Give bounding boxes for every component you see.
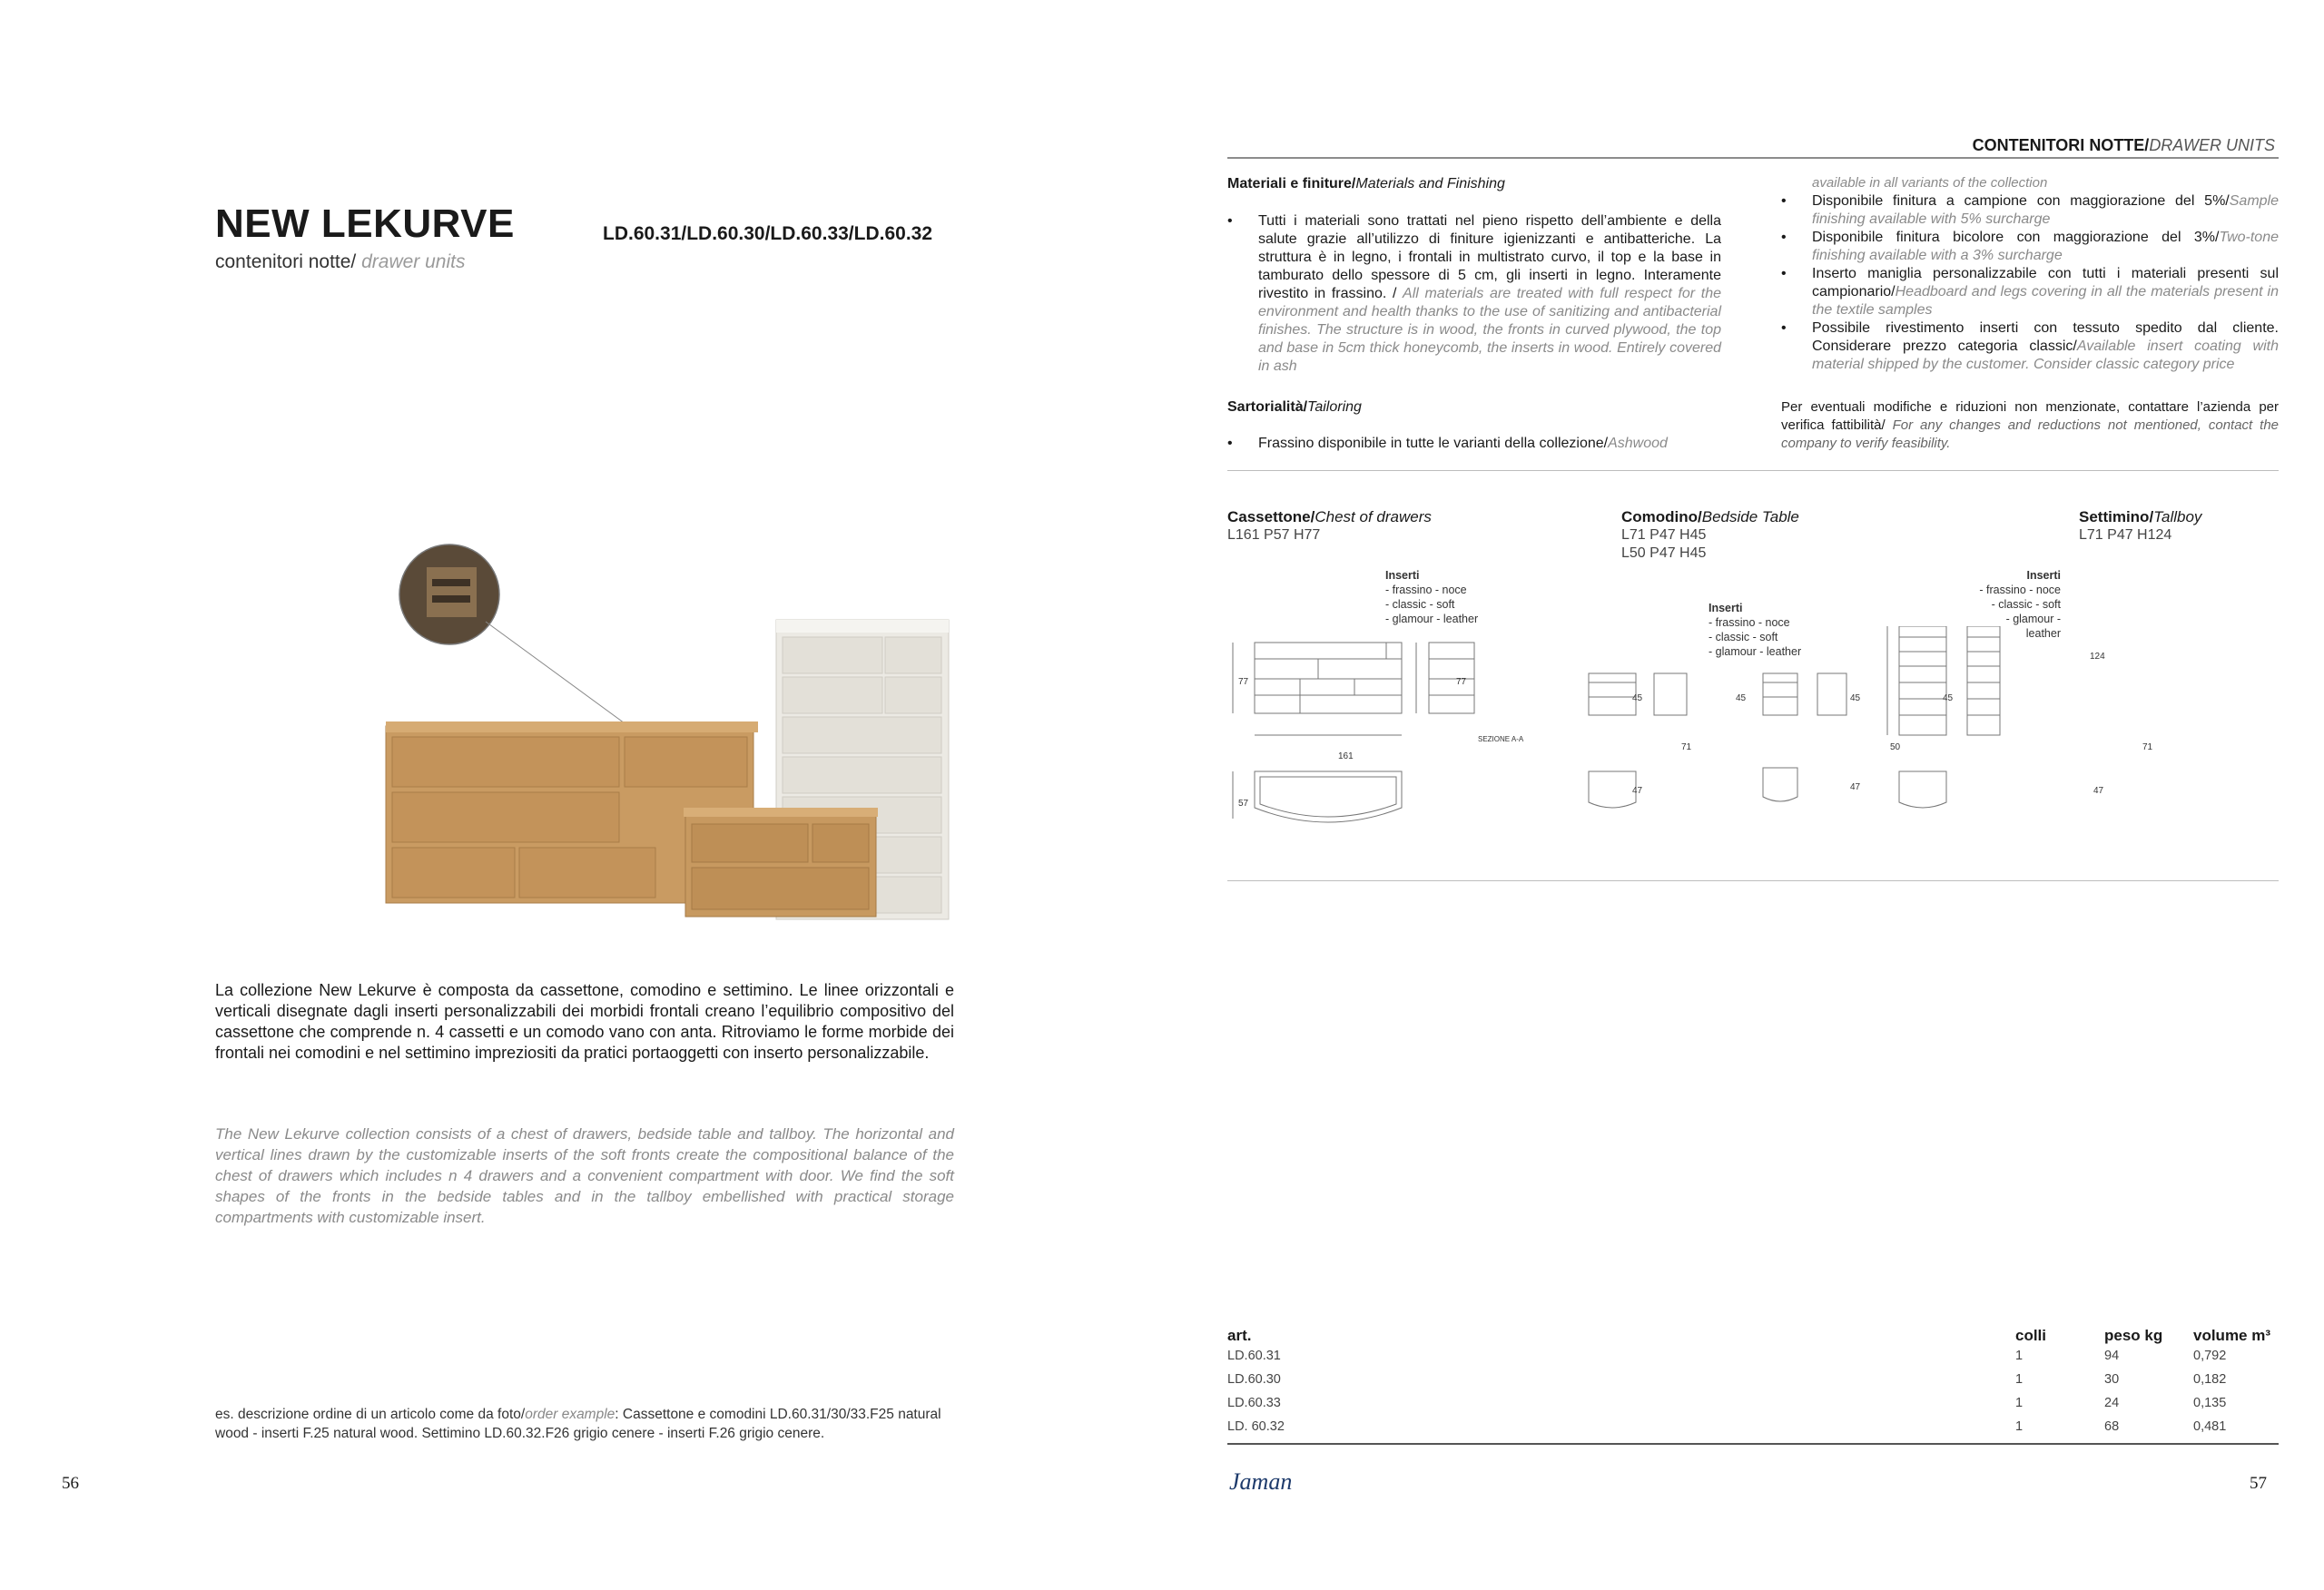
cell-art: LD.60.31	[1227, 1349, 1281, 1363]
inserts-head: Inserti	[1385, 569, 1420, 582]
insert-option: - frassino - noce	[1385, 584, 1467, 596]
th-art: art.	[1227, 1327, 1252, 1344]
product-chest	[1227, 508, 1432, 545]
dim-bed-w2: 50	[1890, 742, 1901, 752]
cell-peso: 24	[2104, 1396, 2120, 1410]
chest-dims: L161 P57 H77	[1227, 527, 1321, 543]
cell-volume: 0,481	[2193, 1419, 2227, 1434]
specs-table	[1227, 1327, 2279, 1443]
cell-colli: 1	[2015, 1372, 2024, 1387]
chest-front-drawing	[1255, 643, 1402, 713]
cell-colli: 1	[2015, 1396, 2024, 1410]
cell-peso: 94	[2104, 1349, 2120, 1363]
product-tallboy-title	[2079, 508, 2201, 526]
product-codes: LD.60.31/LD.60.30/LD.60.33/LD.60.32	[603, 223, 933, 244]
section-header	[1973, 136, 2275, 155]
cell-art: LD.60.30	[1227, 1372, 1281, 1387]
dim-bed-w1: 71	[1681, 742, 1692, 752]
materials-heading-en: Materials and Finishing	[1355, 176, 1505, 191]
materials-item	[1227, 212, 1721, 376]
page-number-right: 57	[2250, 1474, 2267, 1493]
chest-title-en: Chest of drawers	[1315, 508, 1432, 525]
insert-option: - classic - soft	[1991, 598, 2061, 611]
subtitle-en: drawer units	[356, 251, 466, 272]
bedside-50-plan	[1763, 768, 1797, 801]
drawings-divider	[1227, 880, 2279, 881]
bedside-title-en: Bedside Table	[1701, 508, 1799, 525]
product-chest-title	[1227, 508, 1432, 526]
page-number-left: 56	[62, 1474, 79, 1493]
tailoring-it: Frassino disponibile in tutte le varianti della collezione/	[1258, 436, 1609, 451]
product-tallboy	[2079, 508, 2201, 545]
materials-list	[1227, 212, 1721, 376]
insert-option: - classic - soft	[1709, 631, 1778, 643]
option-it: Possibile rivestimento inserti con tessuto spedito dal cliente. Considerare prezzo categoria classic/	[1812, 320, 2279, 354]
tailoring-heading-en: Tailoring	[1307, 399, 1362, 415]
order-text: : Cassettone e comodini LD.60.31/30/33.F25 natural wood - inserti F.25 natural wood. Settimino LD.60.32.F26 grigio cenere - inserti F.26 grigio cenere.	[215, 1407, 941, 1441]
option-item	[1781, 229, 2279, 265]
cell-volume: 0,792	[2193, 1349, 2227, 1363]
insert-option: - frassino - noce	[1979, 584, 2061, 596]
order-example	[215, 1405, 954, 1443]
table-row	[1227, 1419, 2279, 1443]
product-bedside	[1621, 508, 1799, 563]
cell-volume: 0,135	[2193, 1396, 2227, 1410]
tallboy-title-en: Tallboy	[2153, 508, 2202, 525]
option-it: Inserto maniglia personalizzabile con tutti i materiali presenti sul campionario/	[1812, 266, 2279, 299]
cell-art: LD.60.33	[1227, 1396, 1281, 1410]
section-header-it: CONTENITORI NOTTE/	[1972, 136, 2150, 154]
option-item	[1781, 265, 2279, 319]
th-peso: peso kg	[2104, 1327, 2163, 1344]
order-prefix: es. descrizione ordine di un articolo come da foto/	[215, 1407, 526, 1422]
subtitle-it: contenitori notte/	[215, 251, 357, 272]
bedside-title-it: Comodino/	[1621, 508, 1702, 525]
header-divider	[1227, 157, 2279, 159]
product-subtitle	[215, 251, 465, 273]
option-en: Two-tone finishing available with a 3% surcharge	[1812, 230, 2279, 263]
dim-chest-w: 161	[1338, 751, 1354, 761]
chest-title-it: Cassettone/	[1227, 508, 1315, 525]
bedside-dims-1: L71 P47 H45	[1621, 527, 1707, 543]
description-english: The New Lekurve collection consists of a chest of drawers, bedside table and tallboy. The horizontal and vertical lines drawn by the customizable inserts of the soft fronts create the compositional balance of the chest of drawers which includes n 4 drawers and a convenient compartment with door. We find the soft shapes of the fronts in the bedside tables and in the tallboy embellished with practical storage compartments with customizable insert.	[215, 1125, 954, 1226]
insert-option: - glamour - leather	[1709, 645, 1802, 658]
option-en: Headboard and legs covering in all the materials present in the textile samples	[1812, 284, 2279, 318]
bedside-71-front	[1589, 673, 1636, 715]
section-divider	[1227, 470, 2279, 471]
bedside-71-side	[1654, 673, 1687, 715]
tailoring-item	[1227, 435, 1721, 453]
order-label-en: order example	[525, 1407, 615, 1422]
cell-colli: 1	[2015, 1349, 2024, 1363]
dim-bed-h4: 45	[1943, 693, 1954, 703]
insert-option: - classic - soft	[1385, 598, 1455, 611]
cell-peso: 30	[2104, 1372, 2120, 1387]
table-header-row	[1227, 1327, 2279, 1349]
tailoring-en: Ashwood	[1608, 436, 1668, 451]
section-header-en: DRAWER UNITS	[2149, 136, 2275, 154]
product-title: NEW LEKURVE	[215, 201, 515, 246]
option-en: Available insert coating with material shipped by the customer. Consider classic category price	[1812, 339, 2279, 372]
tailoring-heading	[1227, 399, 1362, 416]
dim-chest-d: 57	[1238, 799, 1249, 809]
note-en: For any changes and reductions not mentioned, contact the company to verify feasibility.	[1781, 417, 2280, 451]
table-row	[1227, 1372, 2279, 1396]
insert-option: - glamour - leather	[1385, 613, 1479, 625]
option-it: Disponibile finitura bicolore con maggiorazione del 3%/	[1812, 230, 2220, 245]
inserts-head: Inserti	[2026, 569, 2061, 582]
materials-heading	[1227, 176, 1505, 192]
table-bottom-rule	[1227, 1443, 2279, 1445]
tallboy-side-drawing	[1967, 626, 2000, 735]
bedside-50-front	[1763, 673, 1797, 715]
tallboy-front-drawing	[1899, 626, 1946, 735]
insert-option: - glamour - leather	[2005, 613, 2061, 640]
table-row	[1227, 1349, 2279, 1372]
product-bedside-title	[1621, 508, 1799, 526]
chest-plan-drawing	[1255, 771, 1402, 822]
dim-bed-h1: 45	[1632, 693, 1643, 703]
tallboy-plan-drawing	[1899, 771, 1946, 808]
technical-drawings	[1227, 626, 2279, 871]
dim-chest-side-h: 77	[1456, 677, 1467, 687]
tallboy-dims: L71 P47 H124	[2079, 527, 2172, 543]
bedside-table-photo	[684, 808, 878, 917]
dim-bed-h3: 45	[1850, 693, 1861, 703]
dim-tall-d: 47	[2093, 786, 2104, 796]
tailoring-heading-it: Sartorialità/	[1227, 399, 1308, 415]
dim-bed-h2: 45	[1736, 693, 1747, 703]
product-photo	[372, 535, 962, 935]
materials-it: Tutti i materiali sono trattati nel pieno rispetto dell’ambiente e della salute grazie all’utilizzo di finiture igienizzanti e antibatteriche. La struttura è in legno, i frontali in multistrato curvo, il top e la base in tamburato dello spessore di 5 cm, gli inserti in legno. Interamente rivestito in frassino. /	[1258, 213, 1721, 301]
cell-peso: 68	[2104, 1419, 2120, 1434]
dim-chest-h: 77	[1238, 677, 1249, 687]
materials-en: All materials are treated with full respect for the environment and health thanks to the use of sanitizing and antibacterial finishes. The structure is in wood, the fronts in curved plywood, the top and base in 5cm thick honeycomb, the inserts in wood. Entirely covered in ash	[1258, 286, 1721, 374]
option-en: Sample finishing available with 5% surcharge	[1812, 193, 2279, 227]
bedside-71-plan	[1589, 771, 1636, 808]
cell-volume: 0,182	[2193, 1372, 2227, 1387]
materials-heading-it: Materiali e finiture/	[1227, 176, 1356, 191]
bedside-dims-2: L50 P47 H45	[1621, 545, 1707, 561]
tailoring-continuation: available in all variants of the collection	[1812, 175, 2048, 191]
note-it: Per eventuali modifiche e riduzioni non menzionate, contattare l’azienda per verifica fattibilità/	[1781, 399, 2279, 433]
cell-art: LD. 60.32	[1227, 1419, 1285, 1434]
table-row	[1227, 1396, 2279, 1419]
section-label: SEZIONE A-A	[1478, 735, 1524, 743]
th-colli: colli	[2015, 1327, 2047, 1344]
feasibility-note	[1781, 398, 2279, 453]
description-italian: La collezione New Lekurve è composta da cassettone, comodino e settimino. Le linee orizzontali e verticali disegnate dagli inserti personalizzabili dei morbidi frontali creano l’equilibrio compositivo del cassettone che comprende n. 4 cassetti e un comodo vano con anta. Ritroviamo le forme morbide dei frontali nei comodini e nel settimino impreziositi da pratici portaoggetti con inserto personalizzabile.	[215, 981, 954, 1062]
option-item	[1781, 192, 2279, 229]
option-it: Disponibile finitura a campione con maggiorazione del 5%/	[1812, 193, 2230, 209]
option-item	[1781, 319, 2279, 374]
tailoring-list	[1227, 435, 1721, 453]
cell-colli: 1	[2015, 1419, 2024, 1434]
dim-bed-d1: 47	[1632, 786, 1643, 796]
insert-option: - frassino - noce	[1709, 616, 1790, 629]
chest-side-drawing	[1429, 643, 1474, 713]
inserts-head: Inserti	[1709, 602, 1743, 614]
dim-bed-d2: 47	[1850, 782, 1861, 792]
dim-tall-w: 71	[2142, 742, 2153, 752]
tallboy-title-it: Settimino/	[2079, 508, 2154, 525]
bedside-50-side	[1817, 673, 1846, 715]
brand-logo: Jaman	[1229, 1468, 1293, 1495]
options-list	[1781, 192, 2279, 374]
dim-tall-h: 124	[2090, 652, 2105, 662]
inserts-label-chest	[1385, 568, 1478, 626]
th-volume: volume m³	[2193, 1327, 2271, 1344]
